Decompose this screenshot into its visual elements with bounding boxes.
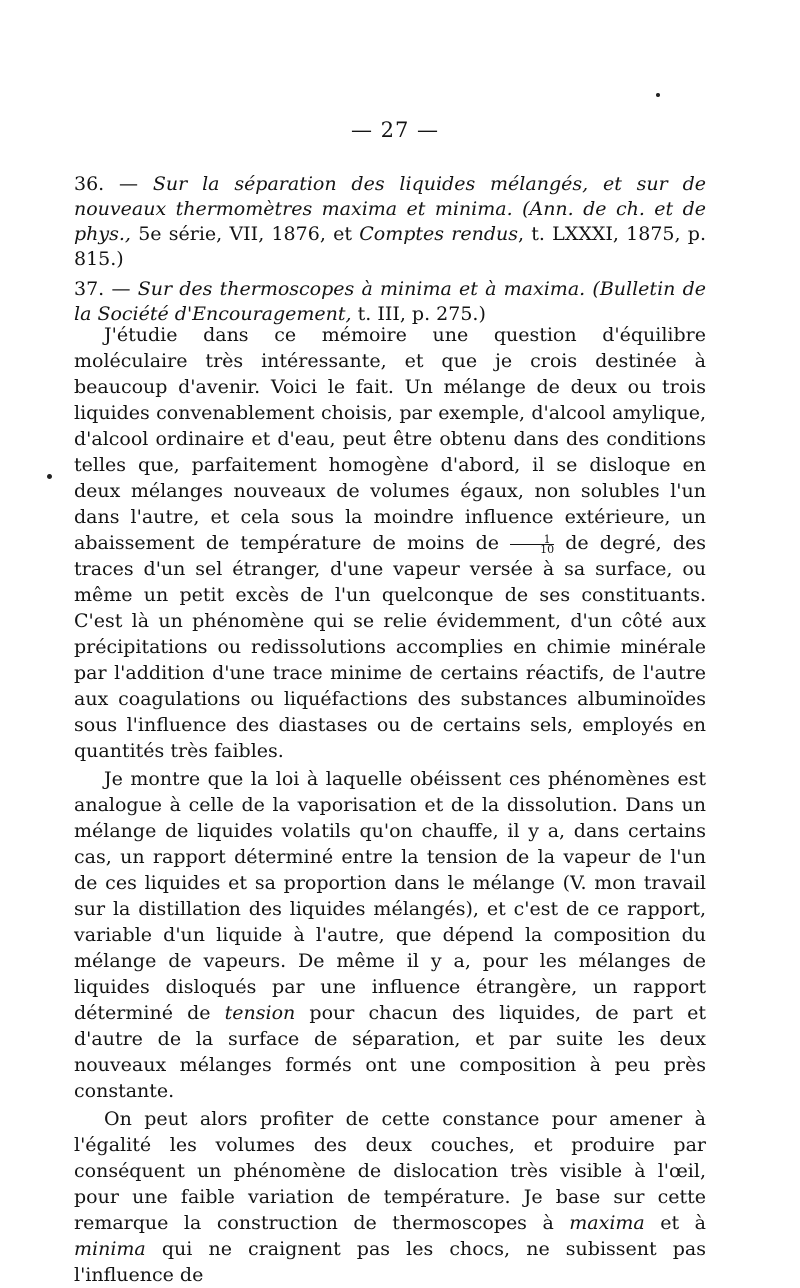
fraction-numerator: 1 (510, 535, 554, 545)
paragraph (74, 322, 706, 764)
fraction (510, 532, 555, 556)
emphasis: maxima (569, 1212, 645, 1234)
paragraph-text: J'étudie dans ce mémoire une question d'équilibre moléculaire très intéressante, et que je crois destinée à beaucoup d'avenir. Voici le fait. Un mélange de deux ou trois liquides convenablement choisis, par exemple, d'alcool amylique, d'alcool ordinaire et d'eau, peut être obtenu dans des conditions telles que, parfaitement homogène d'abord, il se disloque en deux mélanges nouveaux de volumes égaux, non solubles l'un dans l'autre, et cela sous la moindre influence extérieure, un abaissement de température de moins de (74, 324, 706, 554)
reference-source-journal: Comptes rendus (359, 223, 518, 245)
paragraph-text: Je montre que la loi à laquelle obéissent ces phénomènes est analogue à celle de la vaporisation et de la dissolution. Dans un mélange de liquides volatils qu'on chauffe, il y a, dans certains cas, un rapport déterminé entre la tension de la vapeur de l'un de ces liquides et sa proportion dans le mélange (V. mon travail sur la distillation des liquides mélangés), et c'est de ce rapport, variable d'un liquide à l'autre, que dépend la composition du mélange de vapeurs. De même il y a, pour les mélanges de liquides disloqués par une influence étrangère, un rapport déterminé de (74, 768, 706, 1024)
paragraph (74, 1106, 706, 1288)
paragraph-text: de degré, des traces d'un sel étranger, d'une vapeur versée à sa surface, ou même un petit excès de l'un quelconque de ses constituants. C'est là un phénomène qui se relie évidemment, d'un côté aux précipitations ou redissolutions accomplies en chimie minérale par l'addition d'une trace minime de certains réactifs, de l'autre aux coagulations ou liquéfactions des substances albuminoïdes sous l'influence des diastases ou de certains sels, employés en quantités très faibles. (74, 532, 706, 762)
reference-item (74, 172, 706, 272)
paragraph-text: pour chacun des liquides, de part et d'autre de la surface de séparation, et par suite les deux nouveaux mélanges formés ont une composition à peu près constante. (74, 1002, 706, 1102)
reference-title: Sur la séparation des liquides mélangés, et sur de nouveaux thermomètres maxima et minima. (74, 173, 706, 220)
emphasis: minima (74, 1238, 146, 1260)
body-text (74, 322, 706, 1288)
paragraph-text: qui ne craignent pas les chocs, ne subissent pas l'influence de (74, 1238, 706, 1286)
paragraph-text: et à (644, 1212, 706, 1234)
reference-source: (Bulletin de la Société d'Encouragement, (74, 278, 707, 325)
reference-source: (Ann. de ch. et de phys., (74, 198, 706, 245)
reference-source-detail: 5e série, VII, 1876, et (130, 223, 360, 245)
reference-source-end: , t. LXXXI, 1875, p. 815.) (74, 223, 706, 270)
paragraph-text: On peut alors profiter de cette constance pour amener à l'égalité les volumes des deux couches, et produire par conséquent un phénomène de dislocation très visible à l'œil, pour une faible variation de température. Je base sur cette remarque la construction de thermoscopes à (74, 1108, 706, 1234)
reference-item (74, 277, 706, 327)
ink-speck (47, 474, 52, 479)
paragraph (74, 766, 706, 1104)
ink-speck (656, 93, 660, 97)
reference-source-end: t. III, p. 275.) (351, 303, 486, 325)
reference-list (74, 172, 706, 332)
fraction-denominator: 10 (540, 542, 555, 556)
reference-number: 36. — (74, 173, 139, 195)
emphasis: tension (224, 1002, 296, 1024)
reference-title: Sur des thermoscopes à minima et à maxima. (137, 278, 586, 300)
page-number: — 27 — (350, 118, 440, 142)
reference-number: 37. — (74, 278, 131, 300)
